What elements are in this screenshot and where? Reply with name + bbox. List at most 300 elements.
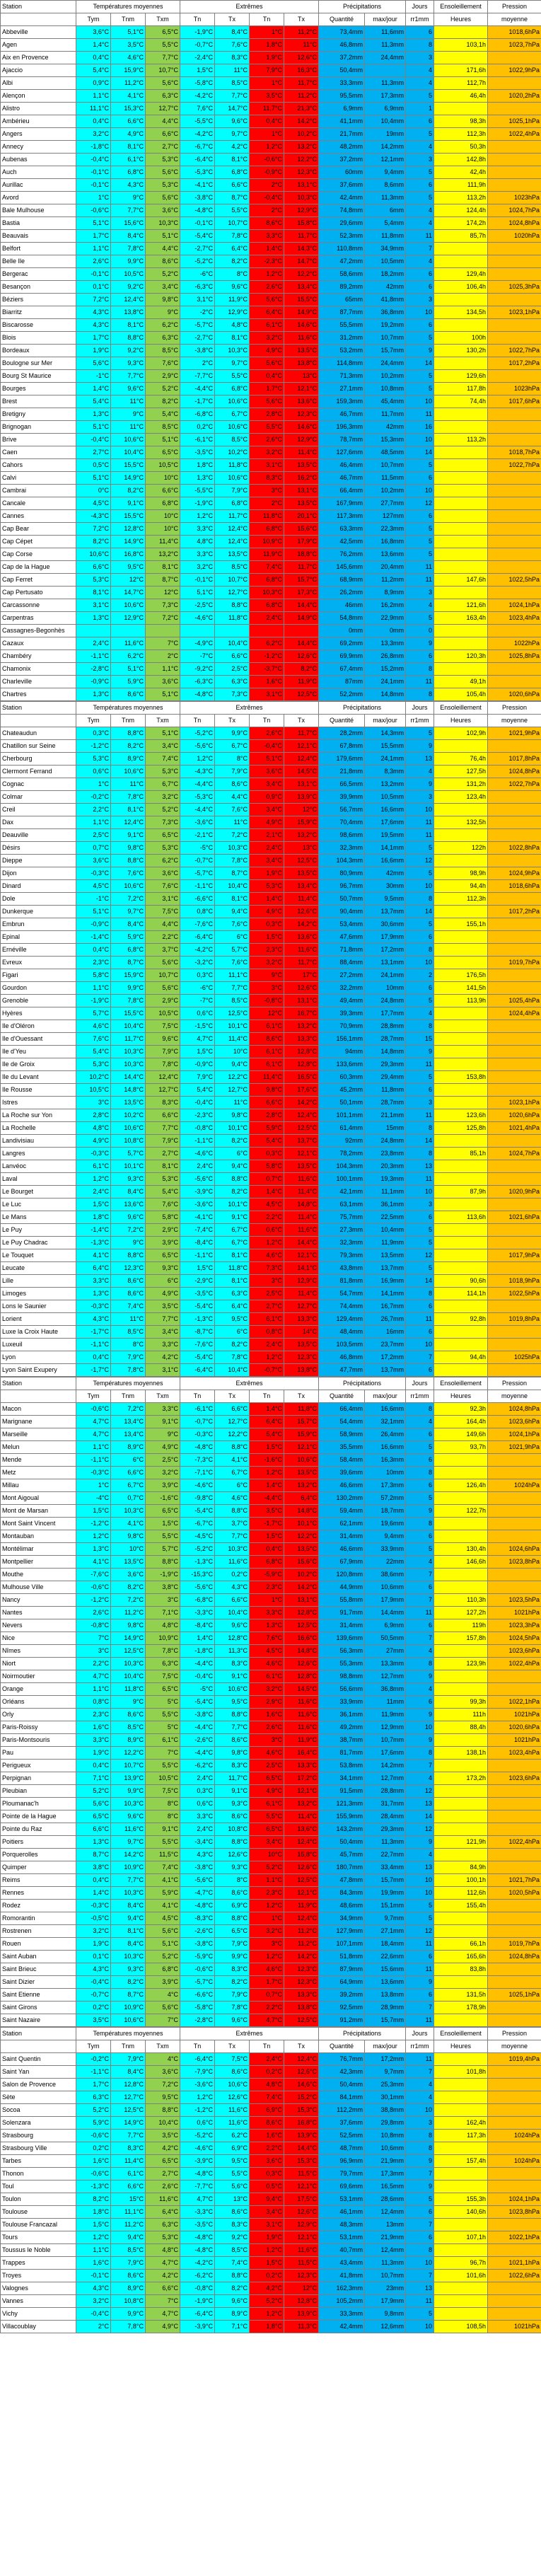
extreme-tx-max: 12,4°C <box>284 1912 319 1925</box>
precip-quantity: 112,2mm <box>319 2104 365 2117</box>
extreme-tn-max: 1°C <box>250 1594 284 1607</box>
extreme-tx-min: 8,6°C <box>215 1887 250 1900</box>
temp-tym: 1,8°C <box>76 1211 111 1224</box>
pressure-mean <box>488 2181 541 2193</box>
precip-quantity: 139,6mm <box>319 1632 365 1645</box>
extreme-tn-min: -4,8°C <box>180 2244 215 2257</box>
table-row <box>1 1007 541 1020</box>
extreme-tn-max: 6,8°C <box>250 523 284 536</box>
extreme-tx-min: 6,6°C <box>215 1594 250 1607</box>
pressure-mean <box>488 1670 541 1683</box>
sunshine-hours <box>434 2091 488 2104</box>
station-name: Brest <box>1 395 76 408</box>
days-rr1mm: 7 <box>406 1569 434 1581</box>
temp-txm: 6,5°C <box>146 2155 180 2168</box>
pressure-mean <box>488 1492 541 1505</box>
extreme-tx-max: 10,3°C <box>284 192 319 204</box>
temp-tym: 1,3°C <box>76 1288 111 1300</box>
extreme-tx-max: 17,5°C <box>284 2193 319 2206</box>
precip-max-day: 36,8mm <box>365 306 406 319</box>
precip-max-day: 10,8mm <box>365 2130 406 2142</box>
precip-max-day: 20,4mm <box>365 561 406 574</box>
temp-txm: 3,2°C <box>146 1467 180 1479</box>
temp-tnm: 7,2°C <box>111 1403 146 1416</box>
precip-quantity: 39,9mm <box>319 791 365 804</box>
extreme-tn-max: 4,6°C <box>250 1963 284 1976</box>
table-row <box>1 1326 541 1339</box>
temp-tnm: 13,4°C <box>111 1428 146 1441</box>
sunshine-hours: 123,9h <box>434 1658 488 1670</box>
extreme-tx-min: 7,6°C <box>215 957 250 969</box>
pressure-mean <box>488 141 541 154</box>
pressure-mean <box>488 1760 541 1772</box>
precip-max-day: 13,7mm <box>365 1262 406 1275</box>
days-rr1mm: 11 <box>406 561 434 574</box>
temp-txm: 5,5°C <box>146 1530 180 1543</box>
extreme-tx-max: 15,9°C <box>284 1428 319 1441</box>
precip-max-day: 29,4mm <box>365 1071 406 1084</box>
extreme-tx-max: 12,4°C <box>284 1836 319 1849</box>
precip-quantity: 31,4mm <box>319 1619 365 1632</box>
header-tn-min: Tn <box>180 715 215 727</box>
header-rr1mm: rr1mm <box>406 1390 434 1403</box>
temp-txm: 7,5°C <box>146 1785 180 1798</box>
extreme-tx-max: 11,4°C <box>284 446 319 459</box>
extreme-tx-min: 11,7°C <box>215 1772 250 1785</box>
precip-max-day: 11,3mm <box>365 192 406 204</box>
extreme-tn-min: -1,9°C <box>180 497 215 510</box>
temp-txm: 6,6°C <box>146 128 180 141</box>
extreme-tn-max: 1,2°C <box>250 1237 284 1249</box>
station-name: Bastia <box>1 217 76 230</box>
extreme-tn-min: -15,3°C <box>180 1569 215 1581</box>
temp-tnm: 6,8°C <box>111 166 146 179</box>
pressure-mean: 1023,6hPa <box>488 1645 541 1658</box>
pressure-mean <box>488 1135 541 1148</box>
temp-txm: 8°C <box>146 1798 180 1810</box>
extreme-tn-min: -1,9°C <box>180 2295 215 2308</box>
temp-tym: -0,1°C <box>76 268 111 281</box>
sunshine-hours <box>434 408 488 421</box>
sunshine-hours <box>434 26 488 39</box>
days-rr1mm: 5 <box>406 727 434 740</box>
temp-tym: 1,9°C <box>76 1747 111 1760</box>
days-rr1mm: 9 <box>406 1836 434 1849</box>
sunshine-hours <box>434 1976 488 1989</box>
pressure-mean <box>488 1530 541 1543</box>
days-rr1mm: 6 <box>406 1530 434 1543</box>
pressure-mean <box>488 1160 541 1173</box>
temp-txm: 4,9°C <box>146 2321 180 2333</box>
precip-max-day: 10,6mm <box>365 2142 406 2155</box>
sunshine-hours: 125,8h <box>434 1122 488 1135</box>
temp-txm: 6,4°C <box>146 2206 180 2219</box>
table-row <box>1 982 541 995</box>
temp-tnm: 6,8°C <box>111 944 146 957</box>
table-row <box>1 2079 541 2091</box>
sunshine-hours <box>434 2142 488 2155</box>
extreme-tn-max: 0,3°C <box>250 2168 284 2181</box>
precip-quantity: 34,1mm <box>319 1772 365 1785</box>
sunshine-hours: 98,3h <box>434 115 488 128</box>
extreme-tx-min: 8,1°C <box>215 332 250 345</box>
temp-tym: 1,4°C <box>76 383 111 395</box>
station-name: Chartres <box>1 688 76 701</box>
pressure-mean <box>488 2014 541 2027</box>
extreme-tx-min: 7,8°C <box>215 1351 250 1364</box>
extreme-tn-min: -5,4°C <box>180 1696 215 1709</box>
precip-quantity: 37,6mm <box>319 2117 365 2130</box>
sunshine-hours <box>434 2244 488 2257</box>
temp-tym: -0,1°C <box>76 179 111 192</box>
extreme-tx-max: 15,3°C <box>284 2155 319 2168</box>
table-row <box>1 1696 541 1709</box>
pressure-mean: 1018,6hPa <box>488 880 541 893</box>
extreme-tn-min: 2,4°C <box>180 1160 215 1173</box>
precip-quantity: 101,1mm <box>319 1109 365 1122</box>
table-row <box>1 1428 541 1441</box>
pressure-mean: 1020,6hPa <box>488 688 541 701</box>
temp-txm: 2,7°C <box>146 141 180 154</box>
days-rr1mm: 8 <box>406 1288 434 1300</box>
extreme-tx-min: 4,6°C <box>215 1492 250 1505</box>
extreme-tn-min: -8,7°C <box>180 1326 215 1339</box>
precip-max-day: 21,9mm <box>365 2155 406 2168</box>
sunshine-hours <box>434 1300 488 1313</box>
extreme-tx-min: 11°C <box>215 64 250 77</box>
extreme-tx-min: 5,5°C <box>215 2168 250 2181</box>
temp-txm: 5,3°C <box>146 2231 180 2244</box>
extreme-tx-min: 8,8°C <box>215 1441 250 1454</box>
days-rr1mm: 6 <box>406 319 434 332</box>
temp-tnm: 9,9°C <box>111 255 146 268</box>
extreme-tn-min: -6°C <box>180 268 215 281</box>
precip-quantity: 50,1mm <box>319 1097 365 1109</box>
station-name: Beauvais <box>1 230 76 243</box>
temp-tnm: 9,8°C <box>111 1619 146 1632</box>
sunshine-hours: 100,1h <box>434 1874 488 1887</box>
station-name: Istres <box>1 1097 76 1109</box>
days-rr1mm: 13 <box>406 1861 434 1874</box>
precip-max-day: 13,8mm <box>365 1989 406 2002</box>
precip-max-day: 16,6mm <box>365 1441 406 1454</box>
pressure-mean: 1024,8hPa <box>488 1403 541 1416</box>
precip-max-day: 19,2mm <box>365 319 406 332</box>
table-row <box>1 421 541 434</box>
station-name: Limoges <box>1 1288 76 1300</box>
extreme-tx-max: 14,5°C <box>284 1683 319 1696</box>
table-row <box>1 39 541 52</box>
extreme-tn-min: 1,8°C <box>180 459 215 472</box>
station-name: Orange <box>1 1683 76 1696</box>
extreme-tx-min: 8°C <box>215 268 250 281</box>
extreme-tx-max: 11,4°C <box>284 1186 319 1199</box>
pressure-mean: 1023,4hPa <box>488 612 541 625</box>
temp-tnm: 10,4°C <box>111 1020 146 1033</box>
extreme-tx-min: 9,3°C <box>215 1861 250 1874</box>
temp-tym: 0°C <box>76 485 111 497</box>
table-row <box>1 1033 541 1046</box>
pressure-mean <box>488 676 541 688</box>
table-row <box>1 408 541 421</box>
sunshine-hours: 101,8h <box>434 2066 488 2079</box>
temp-tym: 4,5°C <box>76 880 111 893</box>
pressure-mean: 1025hPa <box>488 1351 541 1364</box>
precip-quantity: 114,8mm <box>319 357 365 370</box>
days-rr1mm: 4 <box>406 1849 434 1861</box>
precip-quantity: 63,3mm <box>319 523 365 536</box>
extreme-tx-max: 14,5°C <box>284 766 319 778</box>
temp-txm: 4,4°C <box>146 243 180 255</box>
extreme-tx-max: 13,5°C <box>284 1543 319 1556</box>
extreme-tn-max: 3,5°C <box>250 90 284 103</box>
temp-txm: 6,5°C <box>146 1683 180 1696</box>
extreme-tn-min: 3,2°C <box>180 561 215 574</box>
precip-quantity: 180,7mm <box>319 1861 365 1874</box>
extreme-tx-max: 13,6°C <box>284 931 319 944</box>
table-row <box>1 1887 541 1900</box>
temp-tnm: 8,3°C <box>111 2142 146 2155</box>
temp-txm: 6°C <box>146 1275 180 1288</box>
extreme-tx-max: 12,3°C <box>284 408 319 421</box>
extreme-tx-max: 13,8°C <box>284 2002 319 2014</box>
precip-max-day: 22mm <box>365 1556 406 1569</box>
extreme-tx-max: 12,7°C <box>284 1300 319 1313</box>
station-name: Paris-Montsouris <box>1 1734 76 1747</box>
station-name: Biarritz <box>1 306 76 319</box>
precip-max-day: 17,9mm <box>365 2295 406 2308</box>
temp-tnm: 11,2°C <box>111 1607 146 1619</box>
extreme-tn-max: 1,6°C <box>250 676 284 688</box>
pressure-mean <box>488 2244 541 2257</box>
temp-tym: 2,4°C <box>76 1186 111 1199</box>
table-row <box>1 2321 541 2333</box>
station-name: Pointe de la Hague <box>1 1810 76 1823</box>
extreme-tx-max: 15,6°C <box>284 523 319 536</box>
extreme-tn-max: 1°C <box>250 128 284 141</box>
table-row <box>1 2181 541 2193</box>
precip-quantity: 53,2mm <box>319 345 365 357</box>
table-row <box>1 1810 541 1823</box>
station-name: Laval <box>1 1173 76 1186</box>
temp-txm: 4,4°C <box>146 115 180 128</box>
precip-quantity: 32,3mm <box>319 842 365 855</box>
sunshine-hours <box>434 2308 488 2321</box>
temp-tnm: 7,7°C <box>111 1874 146 1887</box>
sunshine-hours: 155,3h <box>434 2193 488 2206</box>
table-row <box>1 1237 541 1249</box>
precip-quantity: 56,7mm <box>319 804 365 816</box>
temp-tnm: 8,6°C <box>111 1288 146 1300</box>
header-row-groups <box>1 1 541 13</box>
extreme-tx-max: 15,3°C <box>284 2104 319 2117</box>
precip-quantity: 127,6mm <box>319 446 365 459</box>
station-name: La Roche sur Yon <box>1 1109 76 1122</box>
table-row <box>1 931 541 944</box>
precip-max-day: 41,8mm <box>365 294 406 306</box>
extreme-tx-min: 6,7°C <box>215 408 250 421</box>
precip-quantity: 98,8mm <box>319 1670 365 1683</box>
station-name: Chateaudun <box>1 727 76 740</box>
temp-tym: 11,1°C <box>76 103 111 115</box>
extreme-tx-min <box>215 625 250 637</box>
extreme-tn-max: 3°C <box>250 485 284 497</box>
temp-txm: 8,3°C <box>146 1097 180 1109</box>
temp-tnm: 9,6°C <box>111 1810 146 1823</box>
table-row <box>1 1249 541 1262</box>
pressure-mean <box>488 1326 541 1339</box>
sunshine-hours: 123,4h <box>434 791 488 804</box>
table-row <box>1 791 541 804</box>
extreme-tx-min: 10,7°C <box>215 574 250 587</box>
extreme-tx-max: 13,5°C <box>284 1339 319 1351</box>
precip-max-day: 9,4mm <box>365 1530 406 1543</box>
extreme-tn-min: -1,3°C <box>180 1313 215 1326</box>
extreme-tx-max: 11,7°C <box>284 230 319 243</box>
climate-table-section <box>0 2027 541 2333</box>
pressure-mean: 1021hPa <box>488 1709 541 1721</box>
header-tn-min: Tn <box>180 1390 215 1403</box>
precip-max-day: 10,7mm <box>365 2270 406 2282</box>
table-row <box>1 1135 541 1148</box>
temp-txm: 9,1°C <box>146 1823 180 1836</box>
pressure-mean <box>488 2104 541 2117</box>
temp-tnm: 8,4°C <box>111 1938 146 1951</box>
temp-tym: -0,6°C <box>76 1581 111 1594</box>
extreme-tx-max: 10,2°C <box>284 1569 319 1581</box>
temp-txm: 8,8°C <box>146 1556 180 1569</box>
header-tx-max: Tx <box>284 715 319 727</box>
temp-tnm: 9°C <box>111 1237 146 1249</box>
days-rr1mm: 10 <box>406 306 434 319</box>
temp-tym: 0,5°C <box>76 459 111 472</box>
precip-quantity: 37,2mm <box>319 52 365 64</box>
extreme-tn-max: 2,1°C <box>250 829 284 842</box>
precip-max-day: 15,5mm <box>365 740 406 753</box>
sunshine-hours <box>434 663 488 676</box>
temp-tnm: 15,6°C <box>111 217 146 230</box>
precip-max-day: 30,6mm <box>365 918 406 931</box>
precip-max-day: 24,1mm <box>365 676 406 688</box>
pressure-mean <box>488 166 541 179</box>
days-rr1mm: 10 <box>406 804 434 816</box>
extreme-tx-min: 8,6°C <box>215 778 250 791</box>
days-rr1mm: 11 <box>406 1058 434 1071</box>
extreme-tn-max: 1,5°C <box>250 2257 284 2270</box>
header-max-day: max/jour <box>365 715 406 727</box>
temp-tym: -1,4°C <box>76 931 111 944</box>
temp-tnm: 7,6°C <box>111 867 146 880</box>
temp-tnm: 13,9°C <box>111 1772 146 1785</box>
precip-quantity: 91,7mm <box>319 1607 365 1619</box>
pressure-mean <box>488 243 541 255</box>
extreme-tx-max: 14,4°C <box>284 599 319 612</box>
sunshine-hours <box>434 357 488 370</box>
sunshine-hours <box>434 2282 488 2295</box>
precip-max-day: 30mm <box>365 880 406 893</box>
precip-quantity: 143,2mm <box>319 1823 365 1836</box>
sunshine-hours: 99,3h <box>434 1696 488 1709</box>
extreme-tx-min: 11,6°C <box>215 1556 250 1569</box>
precip-max-day: 10,5mm <box>365 791 406 804</box>
extreme-tx-max: 13,5°C <box>284 497 319 510</box>
extreme-tx-min: 8,2°C <box>215 1339 250 1351</box>
precip-quantity: 46mm <box>319 599 365 612</box>
pressure-mean <box>488 587 541 599</box>
header-mean: moyenne <box>488 715 541 727</box>
temp-tym: 1,2°C <box>76 1173 111 1186</box>
precip-max-day: 17,2mm <box>365 1351 406 1364</box>
extreme-tn-min: -5,2°C <box>180 727 215 740</box>
temp-tym: 4,1°C <box>76 1249 111 1262</box>
extreme-tn-min: -3,8°C <box>180 192 215 204</box>
table-row <box>1 829 541 842</box>
extreme-tx-max: 13,7°C <box>284 1135 319 1148</box>
header-quantity: Quantité <box>319 1390 365 1403</box>
sunshine-hours: 112,6h <box>434 1887 488 1900</box>
temp-tym: 1,5°C <box>76 1505 111 1518</box>
extreme-tx-max: 15,6°C <box>284 1556 319 1569</box>
precip-max-day: 22,6mm <box>365 1951 406 1963</box>
extreme-tx-max: 12,1°C <box>284 1148 319 1160</box>
precip-quantity: 94mm <box>319 1046 365 1058</box>
precip-max-day: 10,8mm <box>365 383 406 395</box>
pressure-mean <box>488 332 541 345</box>
precip-max-day: 10,4mm <box>365 115 406 128</box>
temp-txm: 5,2°C <box>146 383 180 395</box>
station-name: Pleubian <box>1 1785 76 1798</box>
header-precipitations: Précipitations <box>319 1377 406 1390</box>
pressure-mean: 1021,9hPa <box>488 1441 541 1454</box>
temp-tnm: 10,6°C <box>111 880 146 893</box>
sunshine-hours: 92,3h <box>434 1403 488 1416</box>
temp-tym: 3,5°C <box>76 2014 111 2027</box>
days-rr1mm: 14 <box>406 1810 434 1823</box>
header-row-columns <box>1 715 541 727</box>
extreme-tx-max: 13,3°C <box>284 1760 319 1772</box>
extreme-tx-max: 12,3°C <box>284 1976 319 1989</box>
sunshine-hours: 121,9h <box>434 1836 488 1849</box>
temp-tym: -0,4°C <box>76 434 111 446</box>
sunshine-hours <box>434 497 488 510</box>
extreme-tx-min: 10,3°C <box>215 345 250 357</box>
pressure-mean <box>488 434 541 446</box>
sunshine-hours <box>434 2053 488 2066</box>
table-row <box>1 1581 541 1594</box>
extreme-tx-min: 9,9°C <box>215 727 250 740</box>
header-tx-max: Tx <box>284 2040 319 2053</box>
days-rr1mm: 5 <box>406 383 434 395</box>
station-name: Saint Girons <box>1 2002 76 2014</box>
temp-tnm: 8,6°C <box>111 2270 146 2282</box>
temp-tnm: 12,9°C <box>111 612 146 625</box>
temp-txm: 3,4°C <box>146 281 180 294</box>
temp-tym: 1,9°C <box>76 1938 111 1951</box>
extreme-tn-min: 1,5°C <box>180 1262 215 1275</box>
temp-tnm: 8,9°C <box>111 1441 146 1454</box>
pressure-mean: 1025,3hPa <box>488 281 541 294</box>
pressure-mean: 1023hPa <box>488 192 541 204</box>
temp-tym: 5,1°C <box>76 217 111 230</box>
temp-txm: 5,1°C <box>146 688 180 701</box>
temp-tym: -1°C <box>76 370 111 383</box>
pressure-mean <box>488 1963 541 1976</box>
extreme-tn-min: -2,1°C <box>180 829 215 842</box>
extreme-tn-max: 3,6°C <box>250 2155 284 2168</box>
extreme-tn-max: 0,5°C <box>250 2181 284 2193</box>
table-row <box>1 1160 541 1173</box>
temp-tym: -0,6°C <box>76 204 111 217</box>
